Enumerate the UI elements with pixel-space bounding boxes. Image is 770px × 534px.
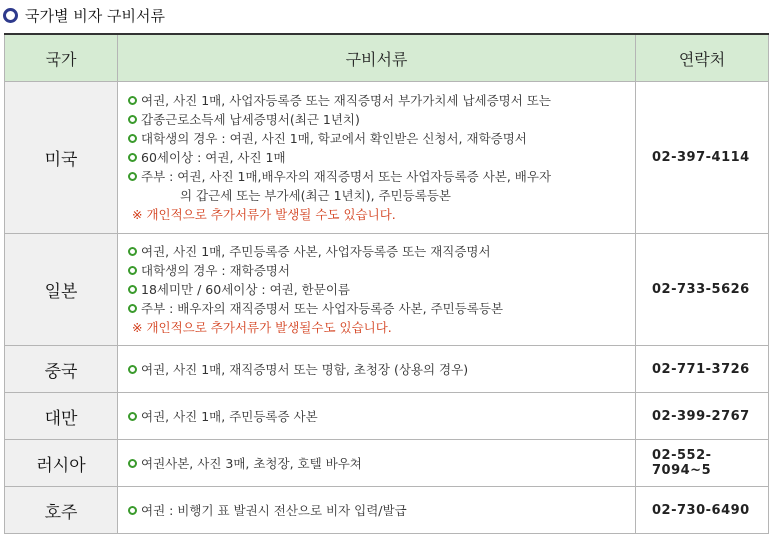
notice-text: ※ 개인적으로 추가서류가 발생될수도 있습니다. [132, 320, 392, 335]
bullet-icon [128, 96, 137, 105]
docs-cell [118, 440, 636, 487]
docs-cell [118, 234, 636, 346]
doc-line: 대학생의 경우 : 여권, 사진 1매, 학교에서 확인받은 신청서, 재학증명서 [128, 129, 625, 148]
bullet-icon [128, 172, 137, 181]
doc-line: 주부 : 배우자의 재직증명서 또는 사업자등록증 사본, 주민등록등본 [128, 299, 625, 318]
doc-line: 여권 : 비행기 표 발권시 전산으로 비자 입력/발급 [128, 501, 625, 520]
doc-line: 18세미만 / 60세이상 : 여권, 한문이름 [128, 280, 625, 299]
header-contact: 연락처 [636, 34, 769, 82]
country-cell: 중국 [5, 346, 118, 393]
contact-cell: 02-397-4114 [636, 82, 769, 234]
country-cell: 러시아 [5, 440, 118, 487]
doc-line: 여권, 사진 1매, 사업자등록증 또는 재직증명서 부가가치세 납세증명서 또는 [128, 91, 625, 110]
page-title-text: 국가별 비자 구비서류 [25, 6, 165, 25]
doc-line: 여권, 사진 1매, 주민등록증 사본 [128, 407, 625, 426]
table-row [5, 234, 769, 346]
country-cell: 대만 [5, 393, 118, 440]
table-header-row [5, 34, 769, 82]
page-title [3, 4, 165, 26]
doc-line-continuation: 의 갑근세 또는 부가세(최근 1년치), 주민등록등본 [180, 188, 451, 203]
bullet-icon [128, 134, 137, 143]
table-row [5, 393, 769, 440]
contact-cell: 02-730-6490 [636, 487, 769, 534]
bullet-icon [128, 266, 137, 275]
docs-cell [118, 82, 636, 234]
bullet-icon [128, 247, 137, 256]
country-cell: 미국 [5, 82, 118, 234]
table-row [5, 346, 769, 393]
bullet-icon [128, 115, 137, 124]
doc-line: 대학생의 경우 : 재학증명서 [128, 261, 625, 280]
contact-cell: 02-771-3726 [636, 346, 769, 393]
bullet-icon [128, 459, 137, 468]
bullet-icon [128, 153, 137, 162]
doc-line: 갑종근로소득세 납세증명서(최근 1년치) [128, 110, 625, 129]
doc-line: 여권, 사진 1매, 재직증명서 또는 명함, 초청장 (상용의 경우) [128, 360, 625, 379]
table-row [5, 487, 769, 534]
header-country: 국가 [5, 34, 118, 82]
country-cell: 일본 [5, 234, 118, 346]
doc-line: 여권, 사진 1매, 주민등록증 사본, 사업자등록증 또는 재직증명서 [128, 242, 625, 261]
notice-text: ※ 개인적으로 추가서류가 발생될 수도 있습니다. [132, 207, 396, 222]
visa-documents-table [4, 33, 769, 534]
contact-cell: 02-733-5626 [636, 234, 769, 346]
docs-cell [118, 346, 636, 393]
header-docs: 구비서류 [118, 34, 636, 82]
doc-line: 여권사본, 사진 3매, 초청장, 호텔 바우쳐 [128, 454, 625, 473]
doc-line: 주부 : 여권, 사진 1매,배우자의 재직증명서 또는 사업자등록증 사본, 배우자 [128, 167, 625, 186]
bullet-icon [128, 304, 137, 313]
circle-bullet-icon [3, 8, 18, 23]
docs-cell [118, 393, 636, 440]
table-row [5, 82, 769, 234]
contact-cell: 02-399-2767 [636, 393, 769, 440]
country-cell: 호주 [5, 487, 118, 534]
table-row [5, 440, 769, 487]
bullet-icon [128, 506, 137, 515]
bullet-icon [128, 412, 137, 421]
bullet-icon [128, 365, 137, 374]
bullet-icon [128, 285, 137, 294]
contact-cell: 02-552-7094~5 [636, 440, 769, 487]
doc-line: 60세이상 : 여권, 사진 1매 [128, 148, 625, 167]
docs-cell [118, 487, 636, 534]
